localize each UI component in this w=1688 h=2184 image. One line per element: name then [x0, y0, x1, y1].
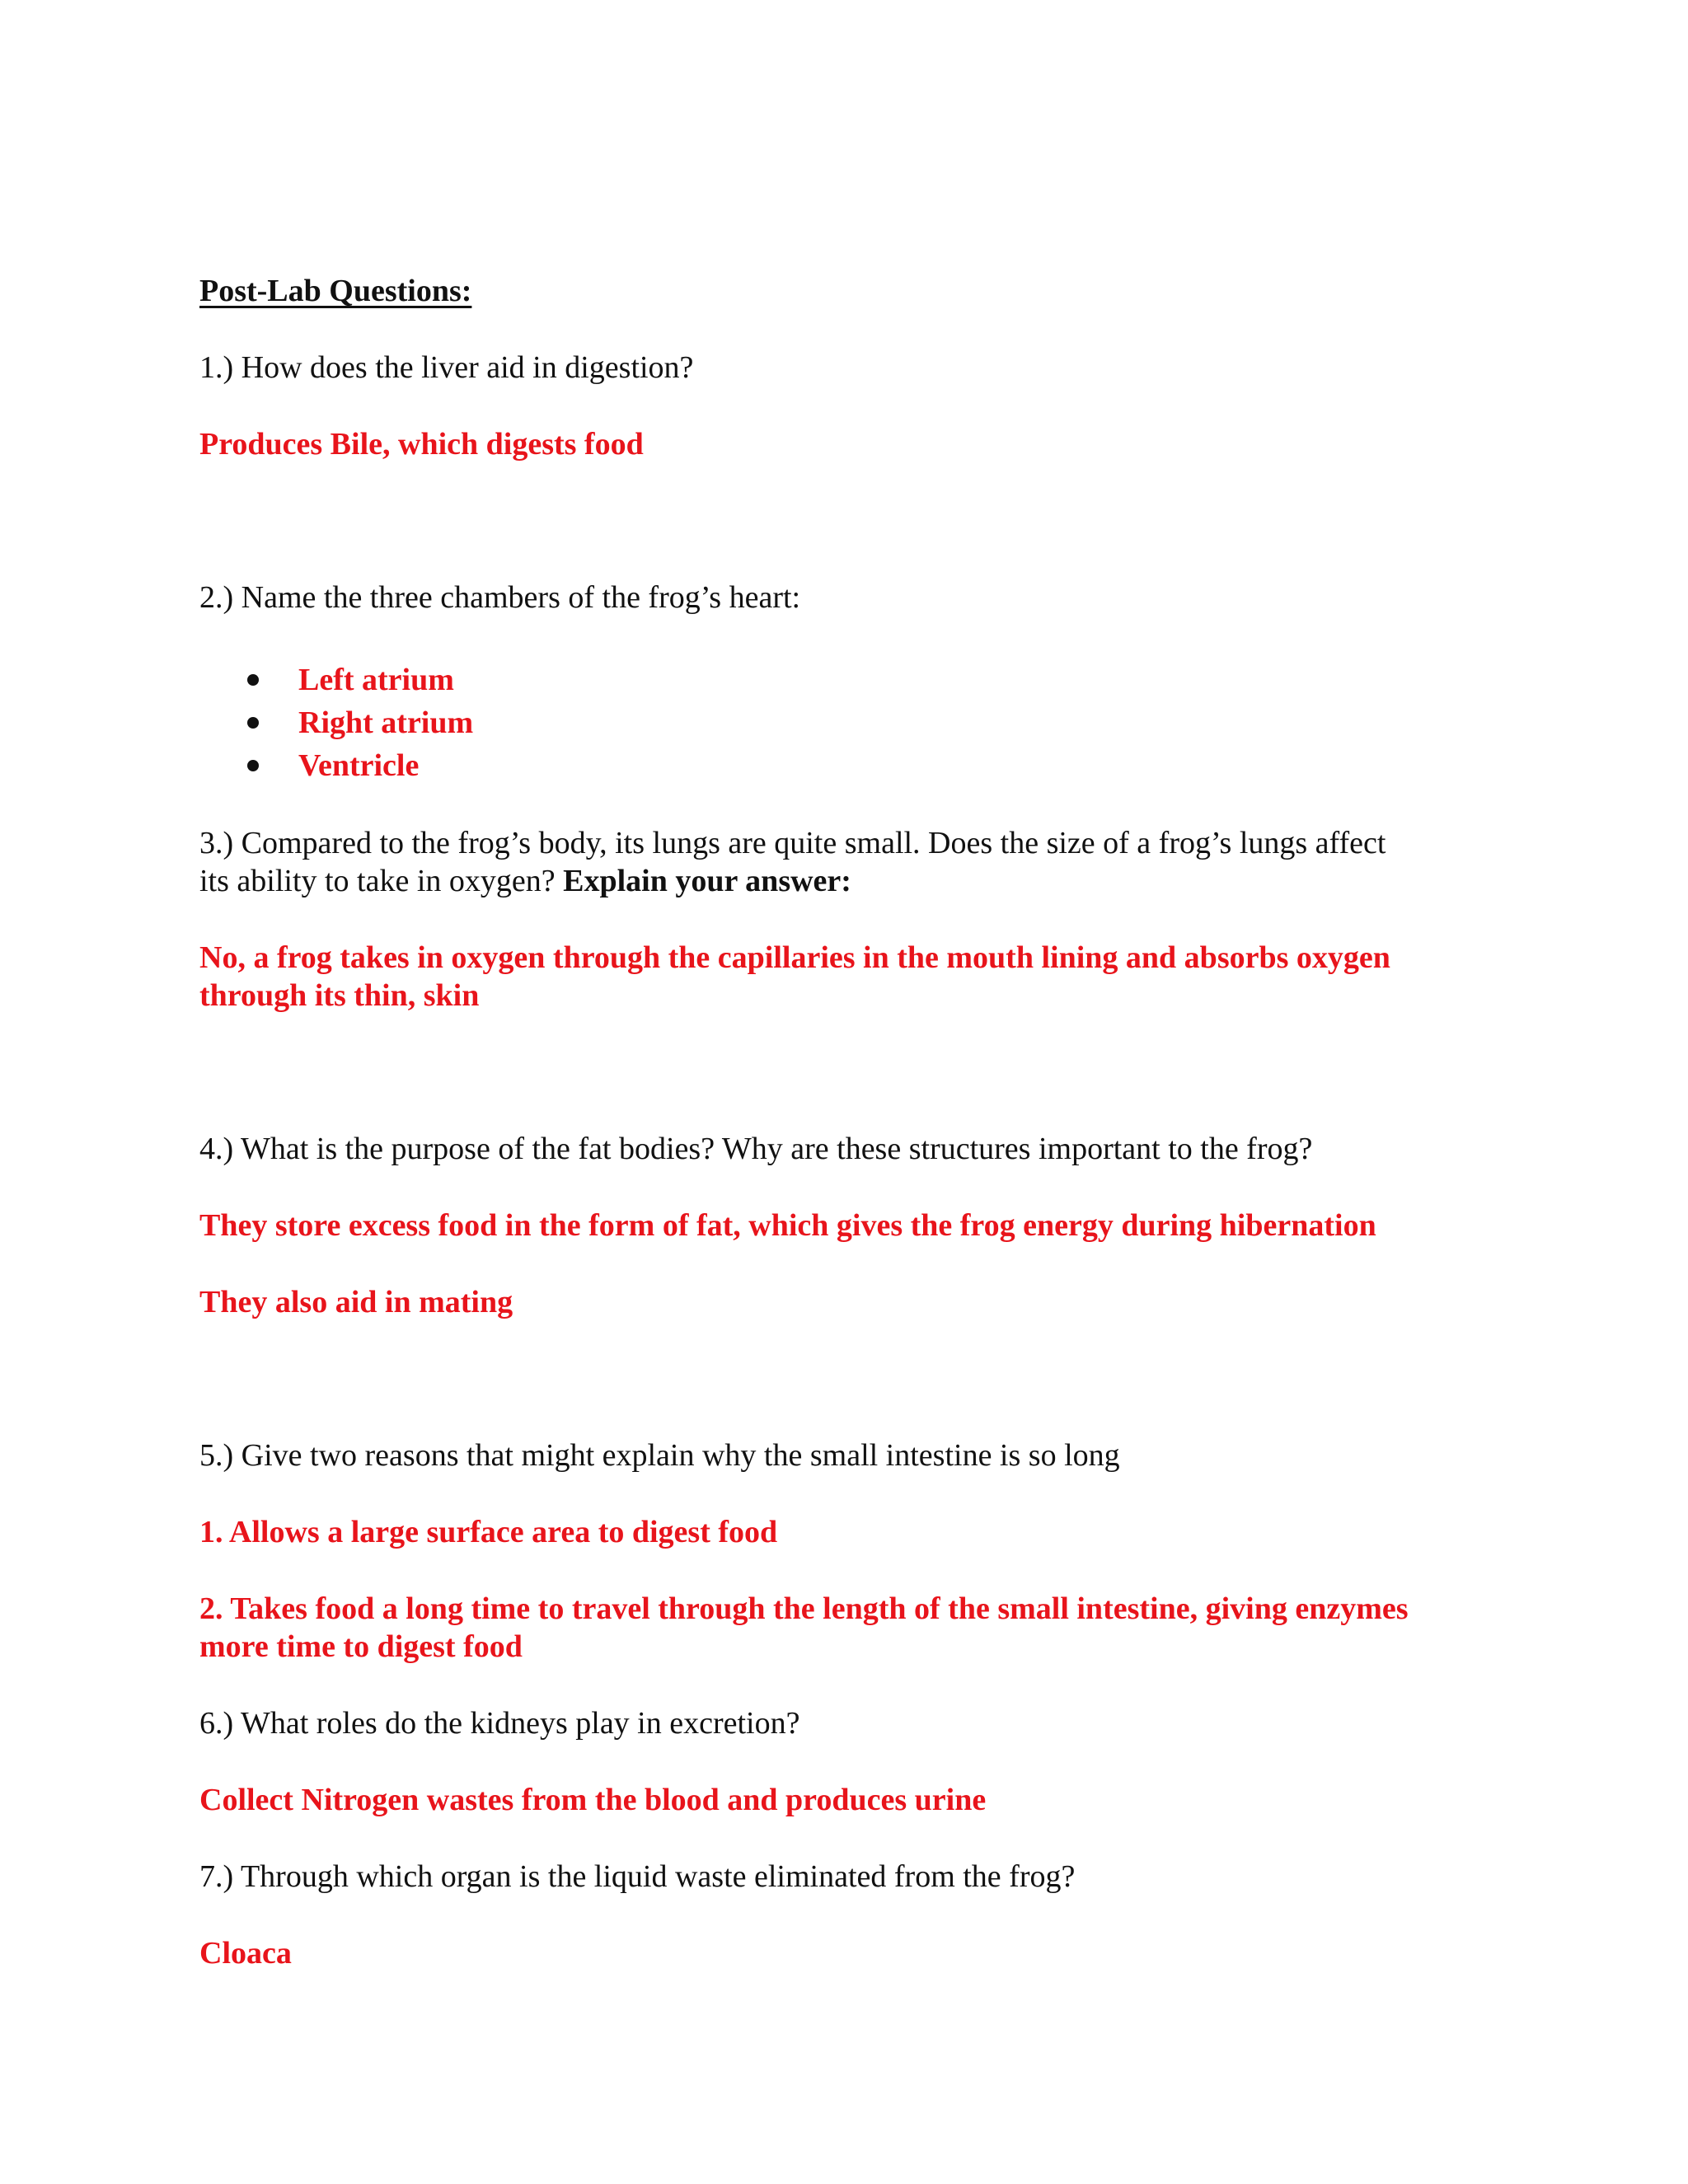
- question-3-line-1: 3.) Compared to the frog’s body, its lungs are quite small. Does the size of a frog’s lungs affect: [199, 826, 1386, 860]
- answer-4-line-2: They also aid in mating: [199, 1285, 513, 1319]
- question-1: 1.) How does the liver aid in digestion?: [199, 350, 694, 385]
- answer-3-line-2: through its thin, skin: [199, 978, 480, 1013]
- answer-2-bullet-3: Ventricle: [298, 748, 420, 783]
- answer-7: Cloaca: [199, 1936, 292, 1971]
- question-6: 6.) What roles do the kidneys play in excretion?: [199, 1706, 800, 1741]
- answer-1: Produces Bile, which digests food: [199, 427, 644, 462]
- bullet-icon: [247, 760, 259, 771]
- answer-5-1: 1. Allows a large surface area to digest food: [199, 1515, 778, 1549]
- bullet-icon: [247, 674, 259, 686]
- answer-5-2-line-2: more time to digest food: [199, 1629, 523, 1664]
- answer-2-bullet-2: Right atrium: [298, 705, 474, 740]
- question-3-line-2: [199, 862, 851, 900]
- answer-6: Collect Nitrogen wastes from the blood and produces urine: [199, 1783, 987, 1817]
- answer-3-line-1: No, a frog takes in oxygen through the capillaries in the mouth lining and absorbs oxygen: [199, 940, 1390, 975]
- answer-5-2-line-1: 2. Takes food a long time to travel through the length of the small intestine, giving enzymes: [199, 1591, 1409, 1626]
- question-7: 7.) Through which organ is the liquid waste eliminated from the frog?: [199, 1859, 1076, 1894]
- question-2: 2.) Name the three chambers of the frog’s heart:: [199, 580, 801, 615]
- question-5: 5.) Give two reasons that might explain why the small intestine is so long: [199, 1438, 1120, 1473]
- question-3-emphasis: Explain your answer:: [563, 864, 851, 898]
- answer-4-line-1: They store excess food in the form of fat, which gives the frog energy during hibernation: [199, 1208, 1376, 1243]
- answer-2-bullet-1: Left atrium: [298, 663, 454, 697]
- question-3-text: its ability to take in oxygen?: [199, 864, 564, 898]
- question-4: 4.) What is the purpose of the fat bodies? Why are these structures important to the frog?: [199, 1132, 1313, 1166]
- page-heading: Post-Lab Questions:: [199, 274, 472, 308]
- bullet-icon: [247, 717, 259, 729]
